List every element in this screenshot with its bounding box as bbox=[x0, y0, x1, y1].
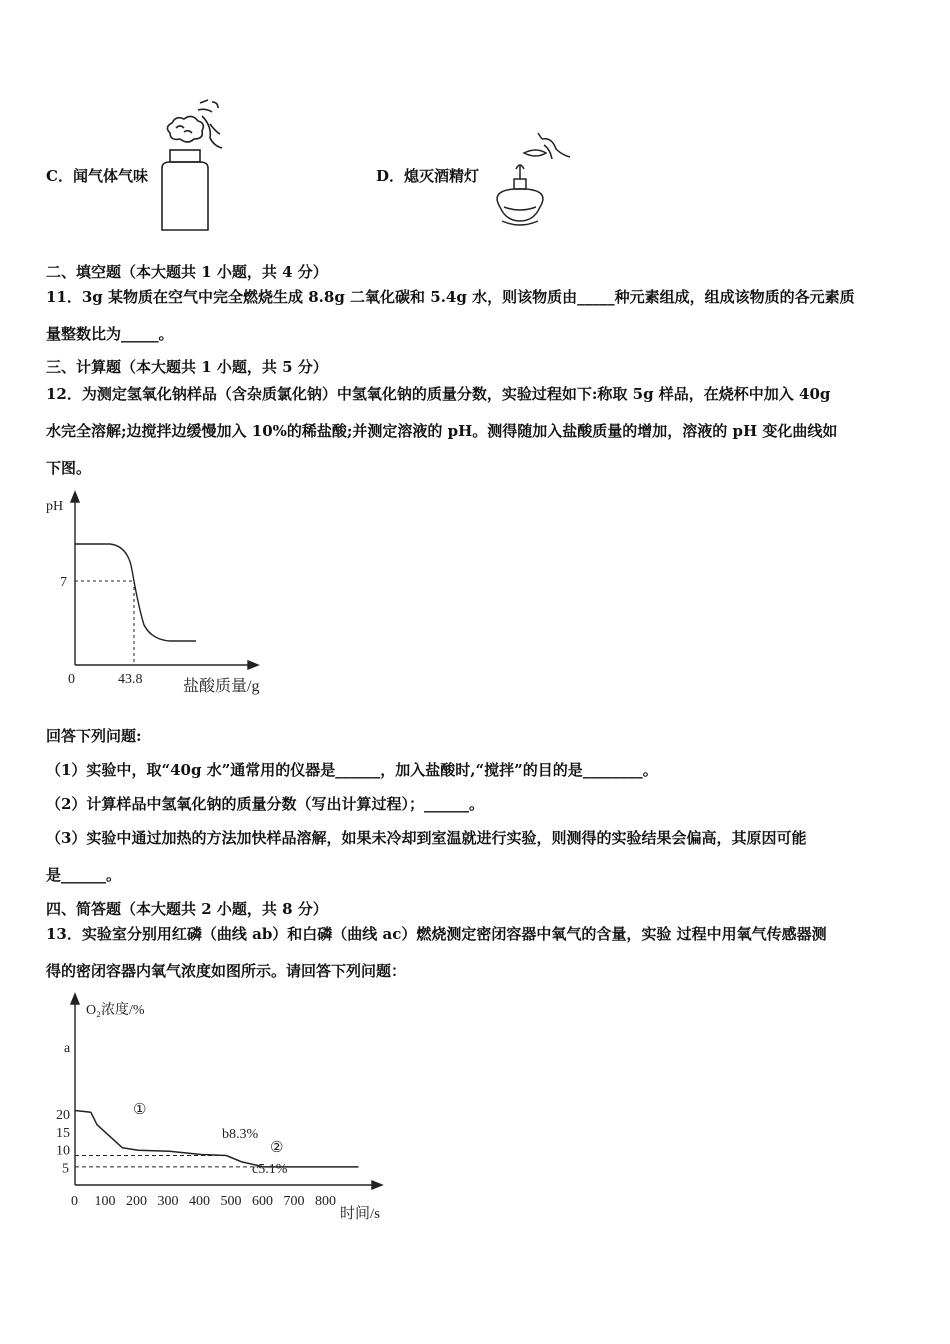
o2-c-label: c5.1% bbox=[252, 1162, 288, 1177]
o2-curve-2-label: ② bbox=[270, 1140, 284, 1156]
o2-x-tick: 100 bbox=[94, 1194, 116, 1209]
o2-x-tick: 200 bbox=[126, 1194, 147, 1209]
option-d-label: D．熄灭酒精灯 bbox=[376, 167, 480, 185]
o2-curve-ac bbox=[226, 1156, 358, 1167]
section-4-heading: 四、简答题（本大题共 2 小题，共 8 分） bbox=[46, 900, 328, 918]
ph-x-tick: 43.8 bbox=[118, 672, 143, 687]
o2-x-arrow bbox=[372, 1181, 382, 1189]
q11-line-1: 11．3g 某物质在空气中完全燃烧生成 8.8g 二氧化碳和 5.4g 水，则该物质由_____种元素组成，组成该物质的各元素质 bbox=[46, 288, 855, 306]
ph-y-arrow bbox=[71, 492, 79, 502]
alcohol-lamp-image bbox=[480, 125, 580, 235]
o2-x-tick: 800 bbox=[315, 1194, 336, 1209]
ph-x-label: 盐酸质量/g bbox=[183, 678, 260, 695]
q11-line-2: 量整数比为_____。 bbox=[46, 325, 174, 343]
o2-start-label: a bbox=[64, 1041, 71, 1056]
o2-curve-1-label: ① bbox=[133, 1102, 147, 1118]
o2-x-tick: 600 bbox=[252, 1194, 273, 1209]
ph-origin: 0 bbox=[68, 672, 75, 687]
o2-x-tick: 0 bbox=[71, 1194, 78, 1209]
q12-line-2: 水完全溶解;边搅拌边缓慢加入 10%的稀盐酸;并测定溶液的 pH。测得随加入盐酸质量的增加，溶液的 pH 变化曲线如 bbox=[46, 422, 838, 440]
o2-x-tick: 700 bbox=[283, 1194, 305, 1209]
o2-x-label: 时间/s bbox=[340, 1206, 381, 1222]
q12-line-3: 下图。 bbox=[46, 459, 92, 477]
o2-y-tick: 5 bbox=[62, 1161, 69, 1177]
q13-line-2: 得的密闭容器内氧气浓度如图所示。请回答下列问题： bbox=[46, 962, 407, 980]
q12-sub-3-line-2: 是______。 bbox=[46, 866, 122, 884]
q12-sub-1: （1）实验中，取“40g 水”通常用的仪器是______，加入盐酸时,“搅拌”的目的是________。 bbox=[46, 761, 658, 779]
o2-curve-ab bbox=[75, 1111, 226, 1156]
o2-x-tick: 300 bbox=[157, 1194, 179, 1209]
o2-x-tick: 500 bbox=[220, 1194, 242, 1209]
q12-sub-2: （2）计算样品中氢氧化钠的质量分数（写出计算过程）；______。 bbox=[46, 795, 484, 813]
q12-sub-3-line-1: （3）实验中通过加热的方法加快样品溶解，如果未冷却到室温就进行实验，则测得的实验结果会偏高，其原因可能 bbox=[46, 829, 807, 847]
q13-line-1: 13．实验室分别用红磷（曲线 ab）和白磷（曲线 ac）燃烧测定密闭容器中氧气的含量，实验 过程中用氧气传感器测 bbox=[46, 925, 827, 943]
section-2-heading: 二、填空题（本大题共 1 小题，共 4 分） bbox=[46, 263, 328, 281]
answer-intro: 回答下列问题: bbox=[46, 727, 142, 745]
ph-x-arrow bbox=[248, 661, 258, 669]
o2-y-tick: 15 bbox=[56, 1125, 70, 1141]
o2-y-arrow bbox=[71, 994, 79, 1004]
option-c-label: C．闻气体气味 bbox=[46, 167, 148, 185]
ph-chart bbox=[40, 490, 280, 700]
o2-y-tick: 10 bbox=[56, 1143, 70, 1159]
o2-b-label: b8.3% bbox=[222, 1127, 259, 1142]
section-3-heading: 三、计算题（本大题共 1 小题，共 5 分） bbox=[46, 358, 328, 376]
ph-axis-label: pH bbox=[46, 499, 64, 514]
o2-y-label: O₂浓度/% bbox=[86, 1003, 145, 1018]
o2-chart bbox=[40, 990, 400, 1230]
bottle-smell-image bbox=[150, 98, 240, 233]
ph-curve bbox=[75, 544, 196, 641]
ph-y-tick: 7 bbox=[60, 575, 67, 590]
q12-line-1: 12．为测定氢氧化钠样品（含杂质氯化钠）中氢氧化钠的质量分数，实验过程如下:称取 5g 样品，在烧杯中加入 40g bbox=[46, 385, 831, 403]
o2-x-tick: 400 bbox=[189, 1194, 210, 1209]
o2-y-tick: 20 bbox=[56, 1108, 70, 1123]
